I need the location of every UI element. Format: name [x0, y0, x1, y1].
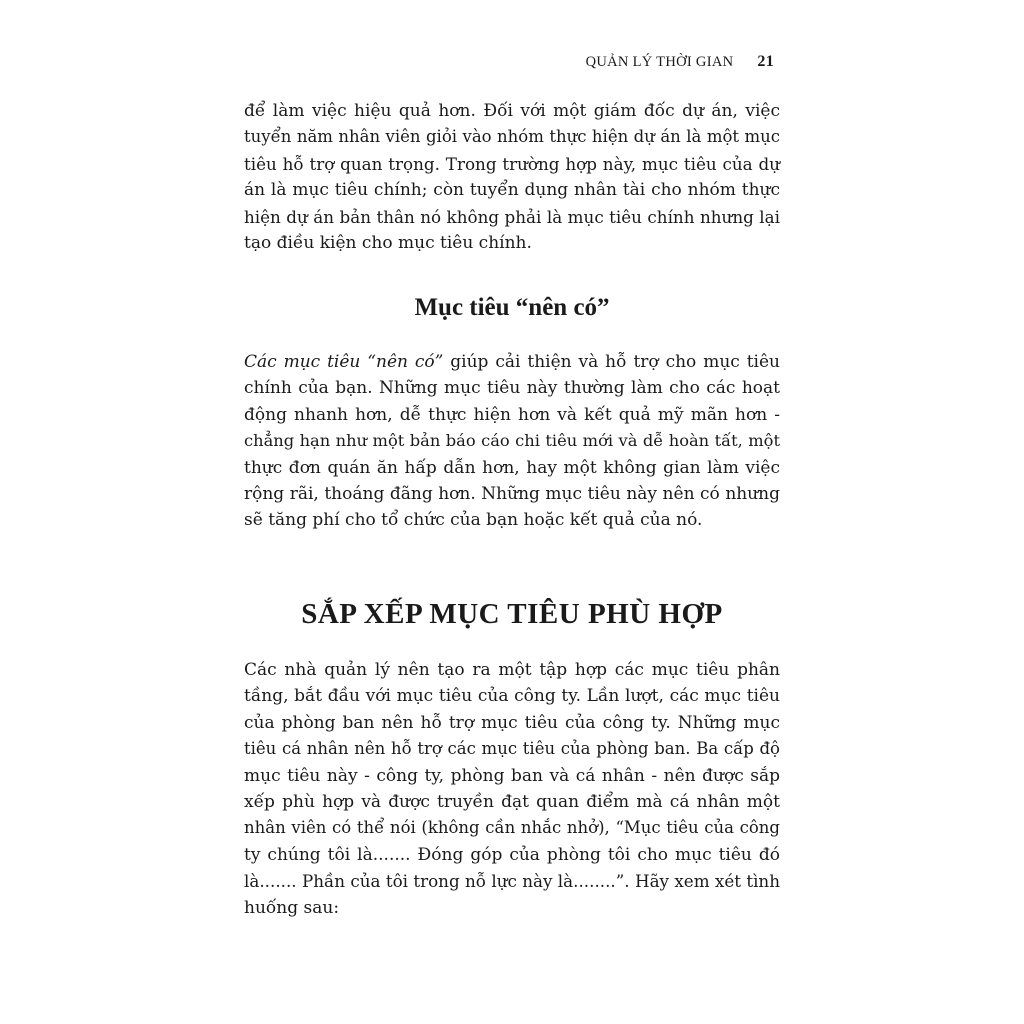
text-line: nhân viên có thể nói (không cần nhắc nhở), “Mục tiêu của công	[244, 818, 780, 838]
text-line: Các nhà quản lý nên tạo ra một tập hợp các mục tiêu phân	[244, 660, 780, 680]
text-line: của phòng ban nên hỗ trợ mục tiêu của công ty. Những mục	[244, 712, 780, 733]
section-heading: SẮP XẾP MỤC TIÊU PHÙ HỢP	[301, 598, 723, 630]
text-line: mục tiêu này - công ty, phòng ban và cá nhân - nên được sắp	[244, 765, 780, 786]
text-line: án là mục tiêu chính; còn tuyển dụng nhân tài cho nhóm thực	[244, 180, 780, 201]
text-line: để làm việc hiệu quả hơn. Đối với một giám đốc dự án, việc	[244, 101, 780, 121]
text-line: xếp phù hợp và được truyền đạt quan điểm mà cá nhân một	[244, 792, 780, 813]
text-line: huống sau:	[244, 897, 340, 918]
italic-term: Các mục tiêu “nên có”	[244, 352, 444, 372]
text-line: chẳng hạn như một bản báo cáo chi tiêu mới và dễ hoàn tất, một	[244, 431, 780, 451]
paragraph-should-have-goals	[244, 349, 780, 534]
text-line: chính của bạn. Những mục tiêu này thường làm cho các hoạt	[244, 378, 780, 399]
subsection-heading: Mục tiêu “nên có”	[414, 294, 610, 321]
text-line	[244, 349, 780, 375]
text-line: tiêu cá nhân nên hỗ trợ các mục tiêu của phòng ban. Ba cấp độ	[244, 739, 780, 759]
text-line: hiện dự án bản thân nó không phải là mục tiêu chính nhưng lại	[244, 206, 780, 227]
paragraph-continued	[244, 98, 780, 256]
text-line: ty chúng tôi là....... Đóng góp của phòng tôi cho mục tiêu đó	[244, 844, 780, 865]
text-line: sẽ tăng phí cho tổ chức của bạn hoặc kết quả của nó.	[244, 510, 703, 531]
paragraph-aligning-goals	[244, 657, 780, 921]
page-number: 21	[757, 53, 774, 70]
running-title: QUẢN LÝ THỜI GIAN	[585, 54, 734, 70]
running-header	[586, 53, 774, 71]
text-fragment: giúp cải thiện và hỗ trợ cho mục tiêu	[443, 352, 780, 372]
text-line: động nhanh hơn, dễ thực hiện hơn và kết quả mỹ mãn hơn -	[244, 404, 780, 425]
text-line: tiêu hỗ trợ quan trọng. Trong trường hợp này, mục tiêu của dự	[244, 153, 780, 174]
text-line: tuyển năm nhân viên giỏi vào nhóm thực hiện dự án là một mục	[244, 127, 780, 147]
text-line: là....... Phần của tôi trong nỗ lực này là........”. Hãy xem xét tình	[244, 871, 780, 892]
text-line: rộng rãi, thoáng đãng hơn. Những mục tiêu này nên có nhưng	[244, 484, 780, 505]
text-line: tầng, bắt đầu với mục tiêu của công ty. Lần lượt, các mục tiêu	[244, 686, 780, 707]
text-line: tạo điều kiện cho mục tiêu chính.	[244, 233, 532, 254]
text-line: thực đơn quán ăn hấp dẫn hơn, hay một không gian làm việc	[244, 457, 780, 478]
